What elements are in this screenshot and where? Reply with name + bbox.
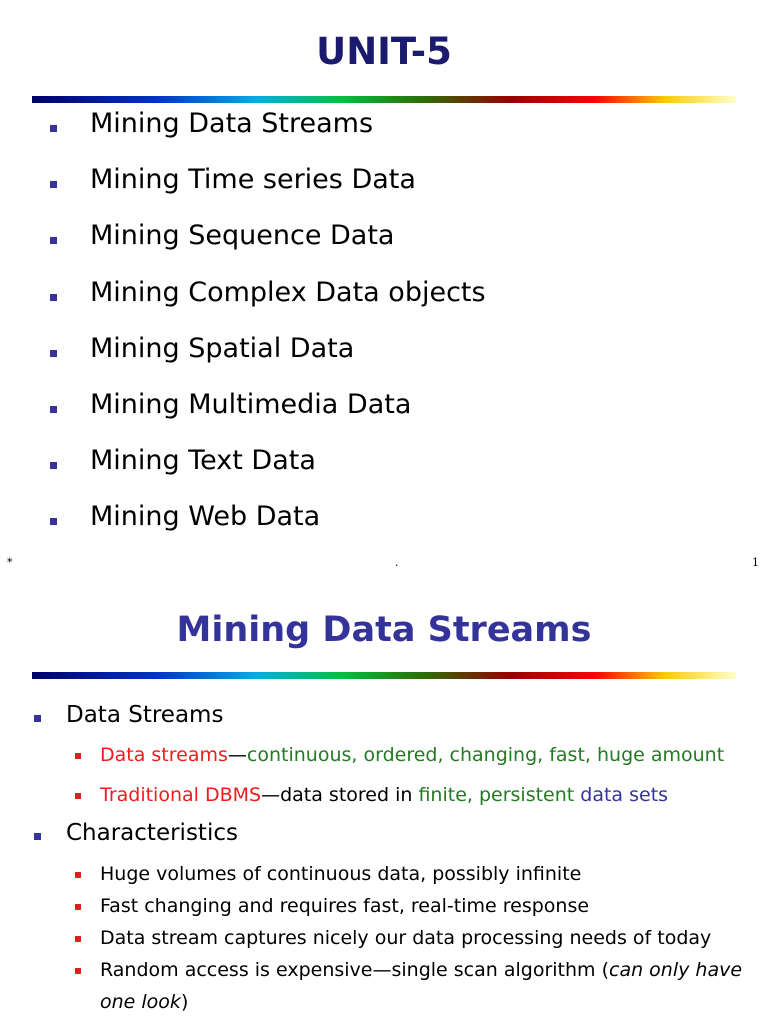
square-bullet-icon	[50, 237, 57, 244]
square-bullet-icon	[75, 936, 81, 942]
slide-title: Mining Data Streams	[176, 610, 592, 650]
topic-item: Mining Web Data	[0, 497, 768, 553]
gradient-rule	[32, 672, 736, 679]
square-bullet-icon	[75, 904, 81, 910]
topic-list	[0, 104, 768, 554]
topic-item: Mining Time series Data	[0, 160, 768, 216]
square-bullet-icon	[75, 968, 81, 974]
square-bullet-icon	[34, 715, 41, 722]
square-bullet-icon	[50, 518, 57, 525]
square-bullet-icon	[34, 833, 41, 840]
square-bullet-icon	[75, 872, 81, 878]
square-bullet-icon	[50, 125, 57, 132]
topic-item: Mining Text Data	[0, 441, 768, 497]
topic-item: Mining Multimedia Data	[0, 385, 768, 441]
topic-item: Mining Data Streams	[0, 104, 768, 160]
square-bullet-icon	[75, 793, 81, 799]
square-bullet-icon	[50, 294, 57, 301]
square-bullet-icon	[50, 181, 57, 188]
square-bullet-icon	[50, 406, 57, 413]
footer-middle: .	[395, 556, 399, 569]
square-bullet-icon	[75, 753, 81, 759]
topic-item: Mining Spatial Data	[0, 329, 768, 385]
footer-left: *	[7, 556, 13, 569]
topic-item: Mining Sequence Data	[0, 216, 768, 272]
page-number: 1	[752, 556, 759, 569]
square-bullet-icon	[50, 350, 57, 357]
gradient-rule	[32, 96, 736, 103]
topic-item: Mining Complex Data objects	[0, 273, 768, 329]
square-bullet-icon	[50, 462, 57, 469]
slide-mining-data-streams: Mining Data Streams Data Streams Data streams—continuous, ordered, changing, fast, huge amount Traditional DBMS—data stored in finite, persistent data sets Characteristics Huge volumes of continuous data, possibly infinite Fast changing and requires fast, real-time response Data stream captures nicely our data processing needs of today Random access is expensive—single scan algorithm (can only have one look)	[0, 580, 768, 1024]
slide-title: UNIT-5	[316, 30, 452, 73]
